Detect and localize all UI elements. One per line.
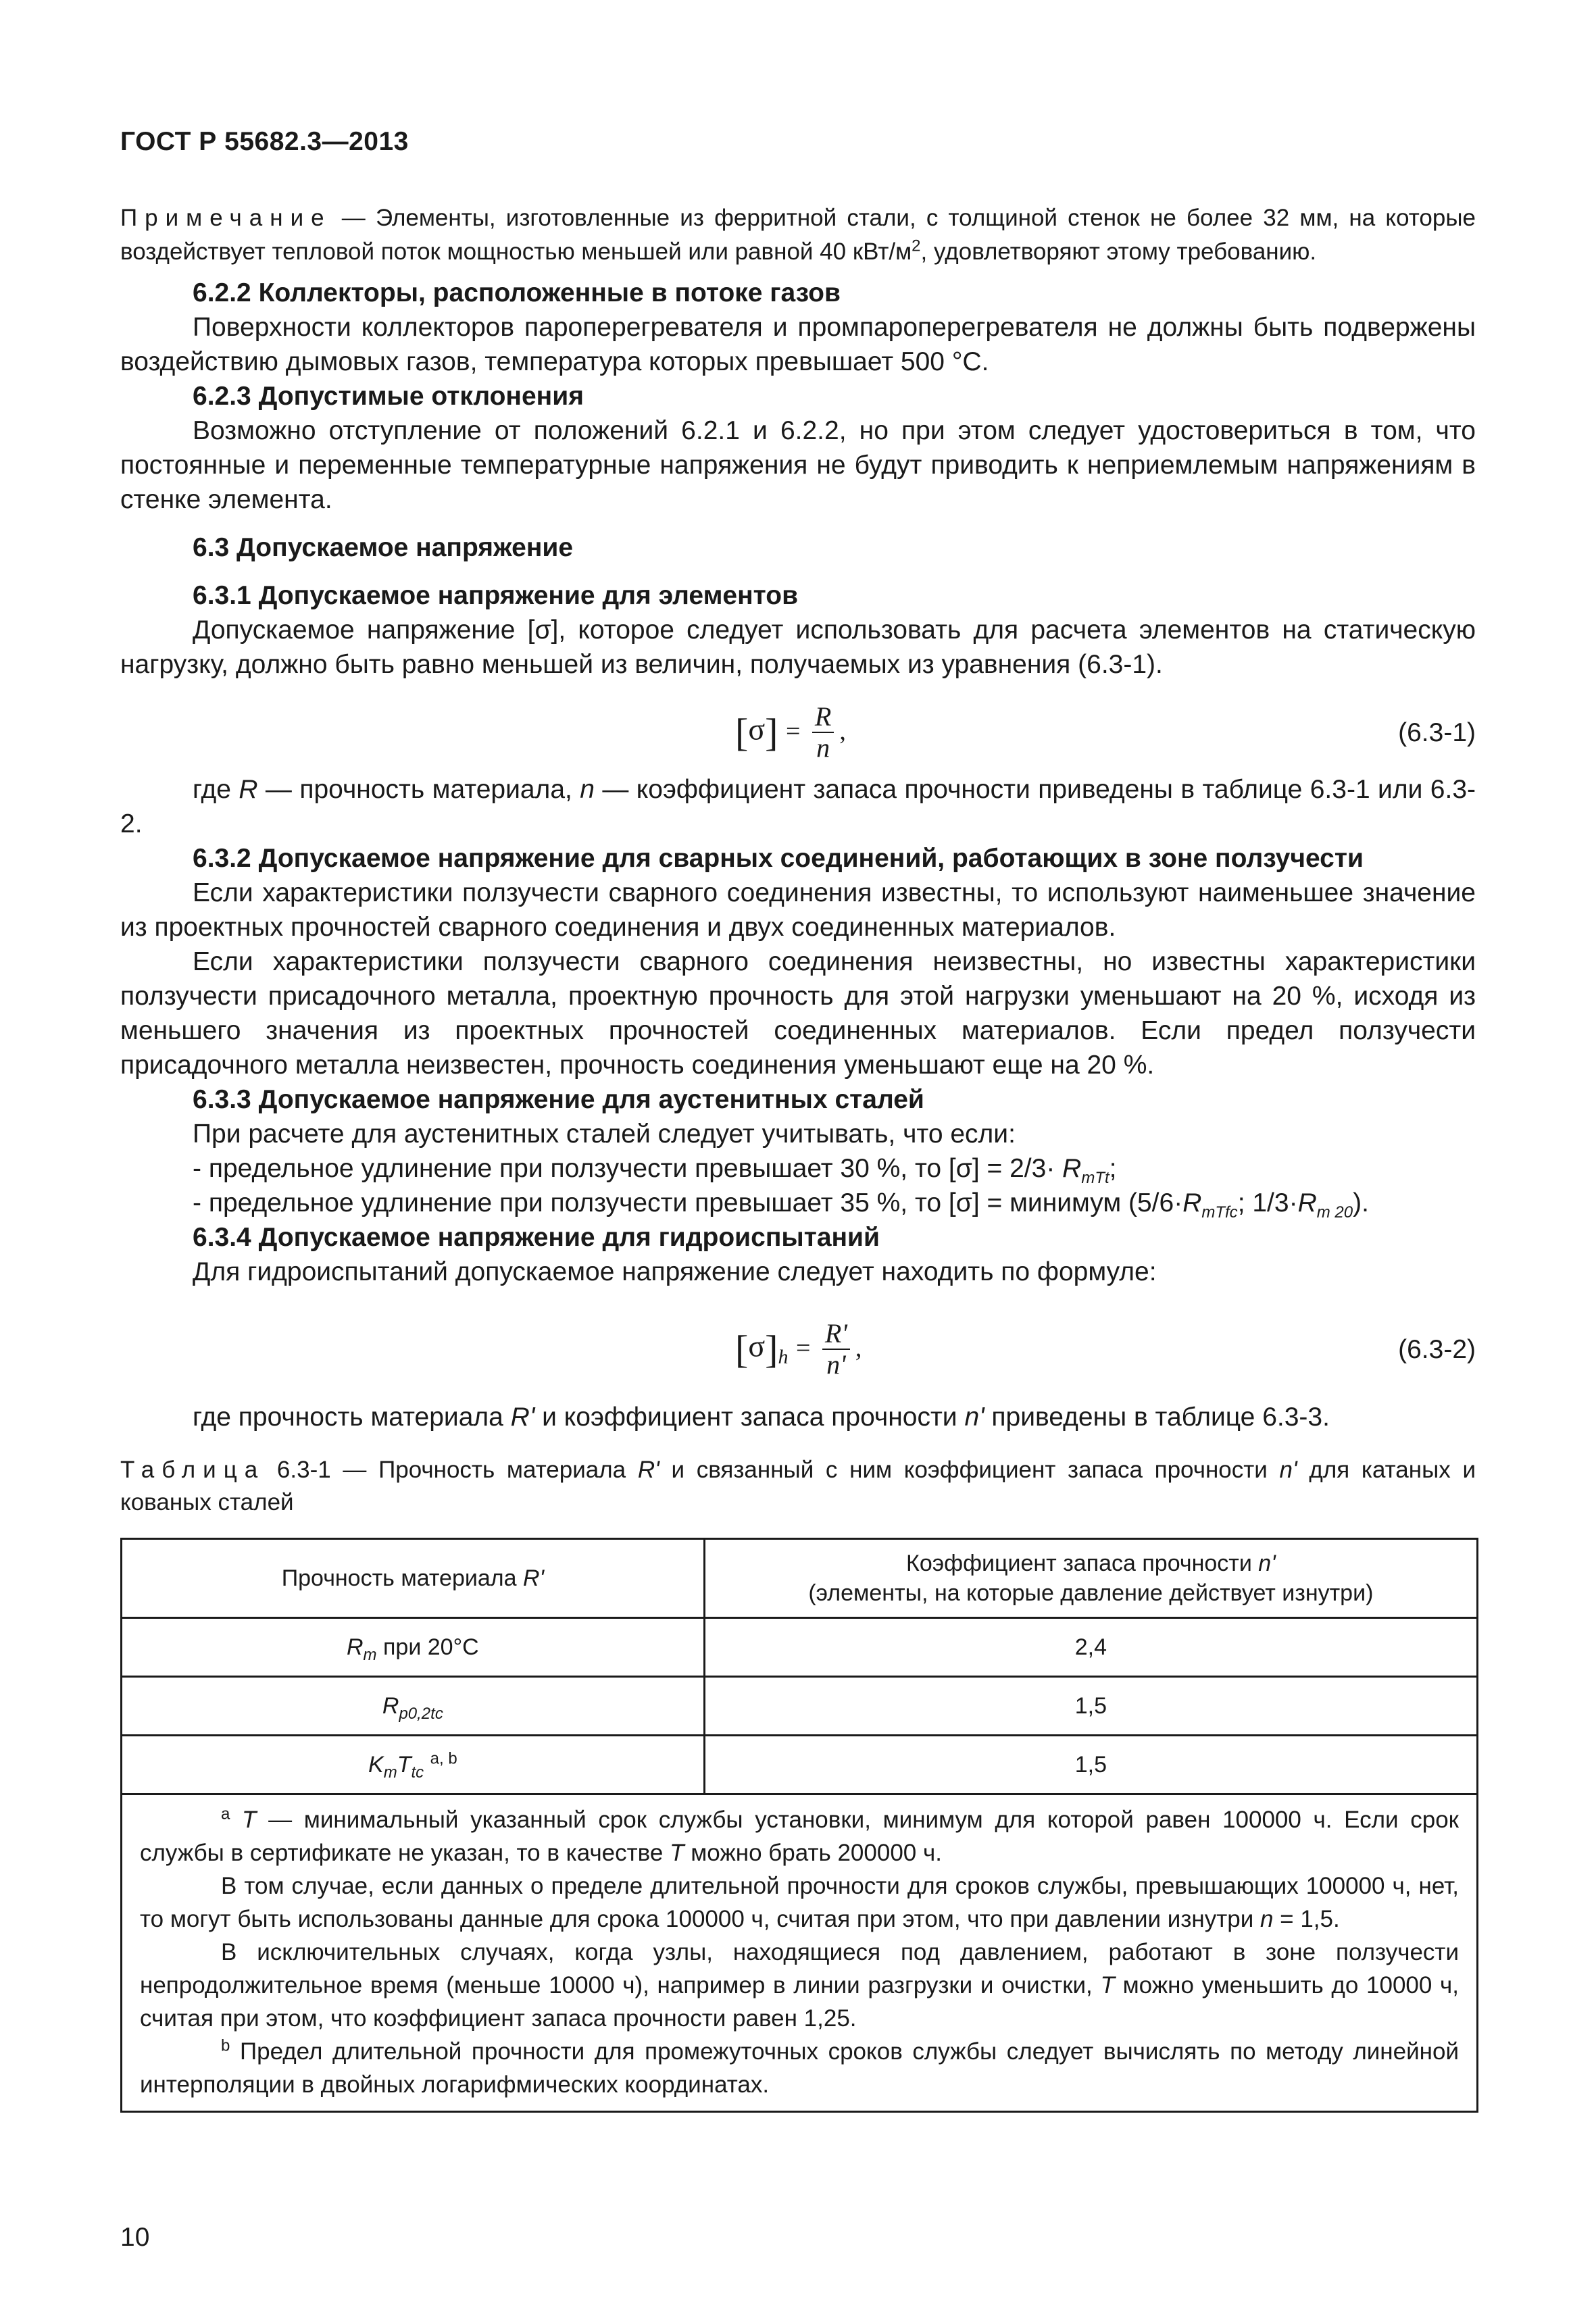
where-2-var-n: n' (964, 1403, 984, 1432)
formula-2-denominator: n' (826, 1349, 846, 1380)
section-6-2-2-text: Поверхности коллекторов пароперегревателя и промпароперегревателя не должны быть подвержены воздействию дымовых газов, температура которых превышает 500 °С. (120, 313, 1476, 376)
footnote-a-mark: a (221, 1805, 230, 1823)
bullet-2-end: ). (1353, 1188, 1369, 1217)
where-2-text-2: и коэффициент запаса прочности (534, 1403, 965, 1432)
note-paragraph (120, 201, 1476, 269)
note-text: Элементы, изготовленные из ферритной стали, с толщиной стенок не более 32 мм, на которые воздействует тепловой поток мощностью меньшей или равной 40 кВт/м (120, 205, 1476, 265)
formula-6-3-2-where (120, 1400, 1476, 1434)
table-footnotes-row (122, 1794, 1478, 2112)
table-caption-var-r: R' (637, 1457, 659, 1483)
footnote-a (140, 1803, 1459, 1869)
section-6-3-heading: 6.3 Допускаемое напряжение (193, 533, 574, 562)
bullet-1-var: R (1062, 1154, 1082, 1183)
formula-fraction (812, 702, 834, 763)
header-col1-text: Прочность материала (281, 1565, 523, 1591)
formula-6-3-1-number: (6.3-1) (1398, 718, 1476, 747)
bullet-2-var-1: R (1182, 1188, 1202, 1217)
row-3-sub2: tc (411, 1763, 424, 1782)
bullet-1-text: - предельное удлинение при ползучести превышает 30 %, то [σ] = 2/3· (193, 1154, 1055, 1183)
formula-6-3-1-expression: [σ] = $\frac{R}{n}$ , (735, 701, 846, 763)
formula-6-3-1-where (120, 772, 1476, 841)
footnote-a-var-2: T (670, 1840, 684, 1866)
footnote-b-mark: b (221, 2036, 230, 2055)
bullet-2-sub-2: m 20 (1316, 1203, 1353, 1222)
section-6-3-3-bullet-2 (120, 1186, 1476, 1220)
table-cell-strength (122, 1736, 705, 1794)
note-label: Примечание (120, 205, 332, 231)
formula-2-sigma: σ (748, 1328, 766, 1363)
where-2-text: где прочность материала (193, 1403, 511, 1432)
formula-2-numerator: R' (822, 1319, 850, 1350)
footnote-a-p3 (140, 1936, 1459, 2035)
footnote-p2-text: В том случае, если данных о пределе длительной прочности для сроков службы, превышающих 100000 ч, нет, то могут быть использованы данные для срока 100000 ч, считая при этом, что при давлении изнутри (140, 1873, 1459, 1932)
main-content (120, 276, 1476, 1434)
header-col1-var: R' (522, 1565, 545, 1591)
section-6-3-2-p2: Если характеристики ползучести сварного соединения неизвестны, но известны характеристики ползучести присадочного металла, проектную прочность для этой нагрузки уменьшают на 20 %, исходя из меньшего значения из проектных прочностей соединенных материалов. Если предел ползучести присадочного металла неизвестен, прочность соединения уменьшают еще на 20 %. (120, 947, 1476, 1080)
formula-denominator: n (816, 732, 830, 763)
bullet-2-text: - предельное удлинение при ползучести превышает 35 %, то [σ] = минимум (5/6· (193, 1188, 1183, 1217)
table-caption-text-3: для катаных и кованых сталей (120, 1457, 1476, 1515)
header-col2-line1: Коэффициент запаса прочности (906, 1551, 1259, 1576)
row-3-sup: a, b (430, 1749, 457, 1768)
note-sup: 2 (912, 236, 921, 255)
footnote-a-text: — минимальный указанный срок службы установки, минимум для которой равен 100000 ч. Если срок службы в сертификате не указан, то в качестве (140, 1807, 1459, 1866)
table-row (122, 1618, 1478, 1677)
section-6-3-3-heading: 6.3.3 Допускаемое напряжение для аустенитных сталей (193, 1085, 924, 1114)
section-6-3-4-text: Для гидроиспытаний допускаемое напряжение следует находить по формуле: (193, 1257, 1157, 1286)
formula-numerator: R (812, 702, 834, 733)
footnote-p2-var: n (1260, 1906, 1274, 1932)
table-caption-text: 6.3-1 — Прочность материала (265, 1457, 638, 1483)
section-6-2-3-text: Возможно отступление от положений 6.2.1 и 6.2.2, но при этом следует удостовериться в том, что постоянные и переменные температурные напряжения не будут приводить к неприемлемым напряжениям в стенке элемента. (120, 416, 1476, 514)
footnote-p3-end: можно уменьшить до 10000 ч, считая при этом, что коэффициент запаса прочности равен 1,25. (140, 1972, 1460, 2032)
table-row (122, 1736, 1478, 1794)
section-6-3-3-intro: При расчете для аустенитных сталей следует учитывать, что если: (193, 1120, 1016, 1149)
bullet-1-end: ; (1109, 1154, 1117, 1183)
strength-table (120, 1538, 1478, 2113)
row-1-sub: m (363, 1645, 377, 1664)
section-6-2-2-heading: 6.2.2 Коллекторы, расположенные в потоке газов (193, 278, 841, 307)
where-text-3: — коэффициент запаса прочности приведены в таблице 6.3-1 или 6.3-2. (120, 775, 1476, 838)
bullet-2-mid: ; 1/3· (1237, 1188, 1298, 1217)
formula-6-3-2 (120, 1289, 1476, 1400)
footnote-b (140, 2035, 1459, 2101)
formula-2-fraction (822, 1319, 850, 1380)
table-caption (120, 1454, 1476, 1519)
where-text: где (193, 775, 239, 804)
table-header-coefficient (704, 1539, 1477, 1618)
table-row (122, 1677, 1478, 1736)
row-2-sym: R (382, 1692, 399, 1719)
bullet-2-sub-1: mTfc (1201, 1203, 1238, 1222)
row-1-sym: R (346, 1634, 364, 1660)
footnote-p2-end: = 1,5. (1273, 1906, 1340, 1932)
where-2-var-r: R' (510, 1403, 535, 1432)
section-6-3-2-p1: Если характеристики ползучести сварного соединения известны, то используют наименьшее значение из проектных прочностей сварного соединения и двух соединенных материалов. (120, 878, 1476, 942)
section-6-2-3-heading: 6.2.3 Допустимые отклонения (193, 382, 584, 411)
formula-6-3-2-expression: $[\sigma]_h$ = $\frac{R'}{n'}$ , (735, 1318, 862, 1380)
section-6-3-4-heading: 6.3.4 Допускаемое напряжение для гидроиспытаний (193, 1223, 880, 1252)
table-header-strength (122, 1539, 705, 1618)
formula-6-3-2-number: (6.3-2) (1398, 1335, 1476, 1364)
note-text-end: , удовлетворяют этому требованию. (920, 238, 1317, 265)
header-col2-var: n' (1258, 1551, 1276, 1576)
row-3-sub: m (383, 1763, 397, 1782)
section-6-3-1-text: Допускаемое напряжение [σ], которое следует использовать для расчета элементов на статическую нагрузку, должно быть равно меньшей из величин, получаемых из уравнения (6.3-1). (120, 615, 1476, 679)
table-caption-text-2: и связанный с ним коэффициент запаса прочности (659, 1457, 1280, 1483)
bullet-2-var-2: R (1297, 1188, 1317, 1217)
row-3-sym: K (368, 1751, 384, 1778)
bullet-1-sub: mTt (1081, 1168, 1109, 1187)
where-text-2: — прочность материала, (257, 775, 580, 804)
where-var-n: n (580, 775, 595, 804)
note-dash: — (331, 205, 376, 231)
where-2-text-3: приведены в таблице 6.3-3. (984, 1403, 1330, 1432)
where-var-r: R (239, 775, 258, 804)
footnote-a-p2 (140, 1869, 1459, 1936)
table-cell-value: 1,5 (704, 1736, 1477, 1794)
section-6-3-3-bullet-1 (120, 1151, 1476, 1186)
table-caption-label: Таблица (120, 1457, 266, 1483)
section-6-3-2-heading: 6.3.2 Допускаемое напряжение для сварных соединений, работающих в зоне ползучести (193, 844, 1364, 873)
footnote-b-text: Предел длительной прочности для промежуточных сроков службы следует вычислять по методу линейной интерполяции в двойных логарифмических координатах. (140, 2038, 1459, 2098)
footnote-p3-var: T (1100, 1972, 1115, 1998)
page-number: 10 (120, 2223, 150, 2252)
table-cell-strength (122, 1677, 705, 1736)
table-cell-value: 2,4 (704, 1618, 1477, 1677)
formula-6-3-1 (120, 682, 1476, 772)
table-caption-var-n: n' (1279, 1457, 1297, 1483)
footnote-p3-text: В исключительных случаях, когда узлы, находящиеся под давлением, работают в зоне ползучести непродолжительное время (меньше 10000 ч), например в линии разгрузки и очистки, (140, 1939, 1459, 1998)
table-header-row (122, 1539, 1478, 1618)
formula-sigma: σ (748, 711, 766, 747)
section-6-3-1-heading: 6.3.1 Допускаемое напряжение для элементов (193, 581, 799, 610)
table-footnotes (122, 1794, 1478, 2112)
row-1-suffix: при 20°С (376, 1634, 479, 1660)
row-3-sym2: T (397, 1751, 412, 1778)
formula-2-sub: h (778, 1345, 789, 1368)
header-col2-line2: (элементы, на которые давление действует изнутри) (808, 1580, 1374, 1606)
footnote-a-var: T (242, 1807, 257, 1833)
footnote-a-end: можно брать 200000 ч. (684, 1840, 942, 1866)
table-cell-value: 1,5 (704, 1677, 1477, 1736)
row-2-sub: p0,2tc (399, 1704, 443, 1723)
standard-header: ГОСТ Р 55682.3—2013 (120, 127, 409, 156)
table-cell-strength (122, 1618, 705, 1677)
